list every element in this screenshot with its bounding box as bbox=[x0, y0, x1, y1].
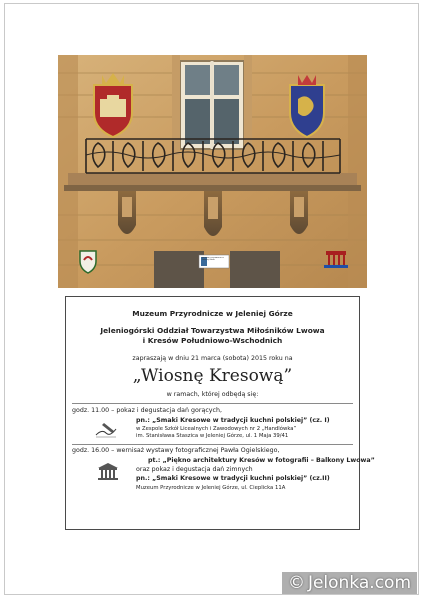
item1-place1: w Zespole Szkół Licealnych i Zawodowych nr 2 „Handlówka” bbox=[136, 426, 297, 432]
item2-place: Muzeum Przyrodnicze w Jeleniej Górze, ul. Cieplicka 11A bbox=[136, 485, 286, 491]
museum-badge-text: Muzeum Przyrodnicze w Jeleniej Górze bbox=[202, 257, 224, 262]
watermark-text: Jelonka.com bbox=[307, 573, 411, 593]
organizer-society-line1: Jeleniogórski Oddział Towarzystwa Miłośników Lwowa bbox=[100, 326, 325, 335]
item2-time: godz. 16.00 – wernisaż wystawy fotograficznej Pawła Ogielskiego, bbox=[72, 447, 280, 454]
item1-place2: im. Stanisława Staszica w Jeleniej Górze, ul. 1 Maja 39/41 bbox=[136, 433, 289, 439]
museum-building-icon bbox=[96, 461, 120, 481]
organizer-museum: Muzeum Przyrodnicze w Jeleniej Górze bbox=[132, 309, 293, 318]
item2-extra: oraz pokaz i degustacja dań zimnych bbox=[136, 466, 253, 473]
divider-middle bbox=[72, 444, 353, 445]
event-info-box bbox=[65, 296, 375, 530]
item1-time: godz. 11.00 – pokaz i degustacja dań gorących, bbox=[72, 407, 222, 414]
organizer-society-line2: i Kresów Południowo-Wschodnich bbox=[142, 336, 283, 345]
pen-signature-icon bbox=[94, 419, 118, 439]
divider-top bbox=[72, 403, 353, 404]
balcony-photo bbox=[58, 55, 367, 288]
item2-name2: pn.: „Smaki Kresowe w tradycji kuchni polskiej” (cz.II) bbox=[136, 475, 330, 482]
event-title: „Wiosnę Kresową” bbox=[132, 366, 293, 386]
copyright-symbol: © bbox=[287, 573, 305, 593]
watermark bbox=[282, 572, 417, 594]
item2-name: pt.: „Piękno architektury Kresów w fotografii – Balkony Lwowa” bbox=[148, 457, 375, 464]
event-subtitle: w ramach, której odbędą się: bbox=[166, 391, 259, 398]
invitation-line: zapraszają w dniu 21 marca (sobota) 2015 roku na bbox=[132, 355, 293, 362]
item1-name: pn.: „Smaki Kresowe w tradycji kuchni polskiej” (cz. I) bbox=[136, 417, 330, 424]
